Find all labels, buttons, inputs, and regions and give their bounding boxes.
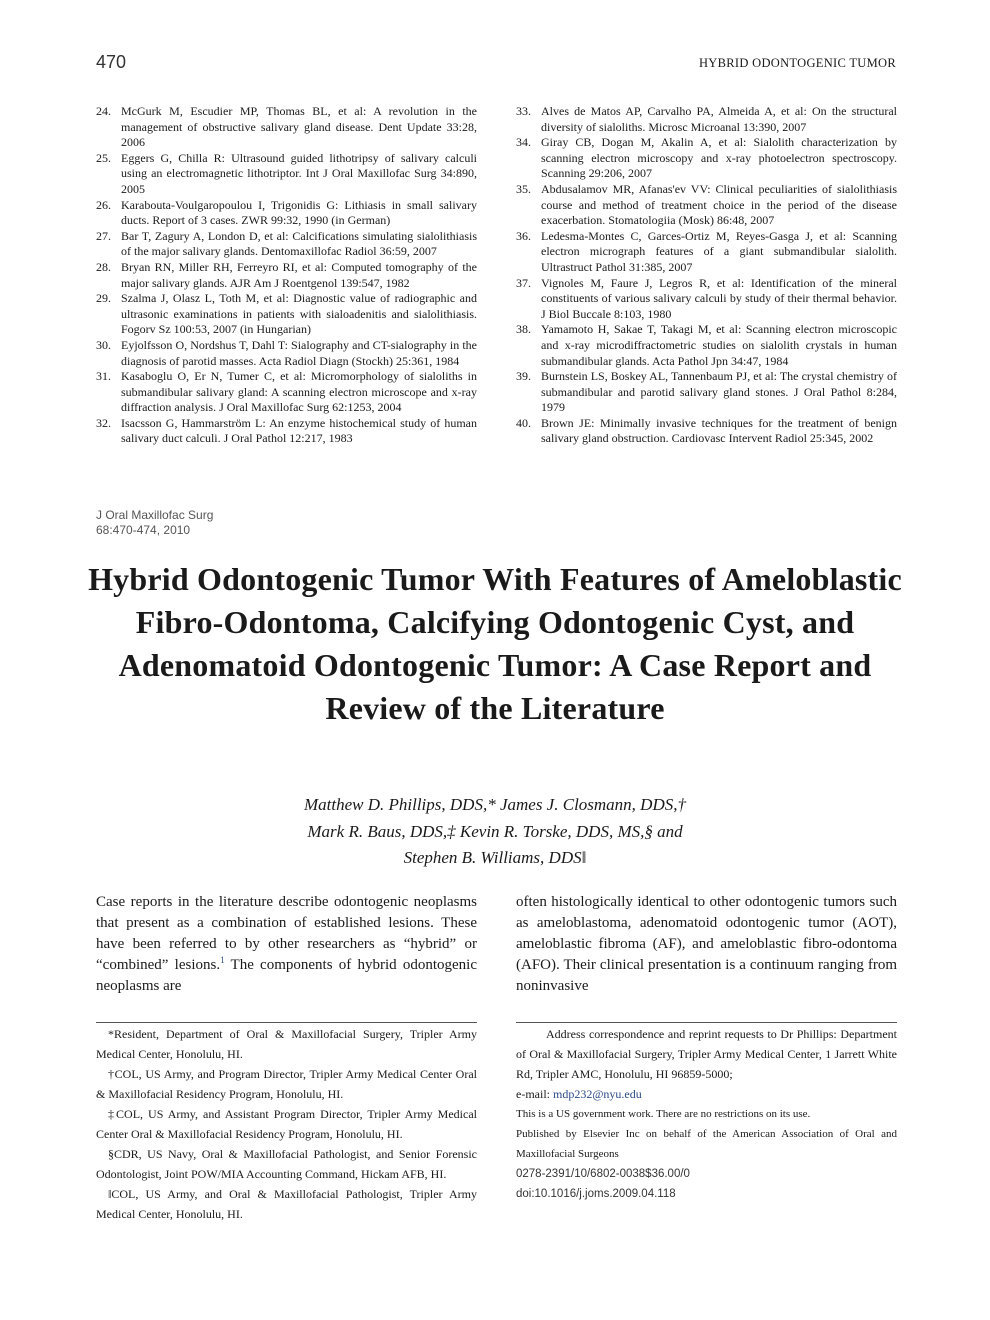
body-text-left: [96, 892, 477, 997]
reference-text: Vignoles M, Faure J, Legros R, et al: Identification of the mineral constituents of various salivary calculi by study of their thermal behavior. J Biol Buccale 8:103, 1980: [541, 275, 897, 321]
reference-number: 31.: [96, 369, 111, 384]
affiliation-note: ‡COL, US Army, and Assistant Program Director, Tripler Army Medical Center Oral & Maxillofacial Residency Program, Honolulu, HI.: [96, 1107, 477, 1141]
government-work-note: This is a US government work. There are no restrictions on its use.: [516, 1108, 811, 1120]
correspondence-info: [516, 1024, 897, 1204]
reference-number: 38.: [516, 322, 531, 337]
reference-text: Isacsson G, Hammarström L: An enzyme histochemical study of human salivary duct calculi. J Oral Pathol 12:217, 1983: [121, 415, 477, 446]
reference-number: 28.: [96, 259, 111, 274]
reference-item: [96, 229, 477, 260]
reference-text: Ledesma-Montes C, Garces-Ortiz M, Reyes-Gasga J, et al: Scanning electron micrograph features of a giant submandibular sialolith. Ultrastruct Pathol 31:385, 2007: [541, 228, 897, 274]
reference-item: [516, 276, 897, 323]
reference-item: [96, 151, 477, 198]
journal-name: J Oral Maxillofac Surg: [96, 508, 214, 522]
journal-citation: [96, 508, 213, 538]
footnote-divider: [96, 1022, 477, 1023]
reference-item: [516, 135, 897, 182]
reference-number: 34.: [516, 135, 531, 150]
reference-number: 29.: [96, 291, 111, 306]
reference-item: [516, 229, 897, 276]
reference-number: 25.: [96, 150, 111, 165]
reference-number: 24.: [96, 104, 111, 118]
running-head: HYBRID ODONTOGENIC TUMOR: [698, 56, 896, 70]
references-left-column: [96, 104, 477, 447]
reference-text: Karabouta-Voulgaropoulou I, Trigonidis G: Lithiasis in small salivary ducts. Report of 3 cases. ZWR 99:32, 1990 (in German): [121, 197, 477, 228]
reference-text: Brown JE: Minimally invasive techniques for the treatment of benign salivary gland obstruction. Cardiovasc Intervent Radiol 25:345, 2002: [541, 415, 897, 446]
reference-text: McGurk M, Escudier MP, Thomas BL, et al: A revolution in the management of obstructive salivary gland disease. Dent Update 33:28, 2006: [121, 104, 477, 150]
reference-item: [96, 291, 477, 338]
reference-item: [96, 416, 477, 447]
doi[interactable]: doi:10.1016/j.joms.2009.04.118: [516, 1188, 676, 1200]
reference-item: [516, 104, 897, 135]
footnote-divider: [516, 1022, 897, 1023]
body-paragraph: Case reports in the literature describe odontogenic neoplasms that present as a combination of established lesions. These have been referred to by other researchers as “hybrid” or “combined” lesions.: [96, 894, 477, 973]
email-line: [516, 1084, 897, 1104]
reference-text: Kasaboglu O, Er N, Tumer C, et al: Micromorphology of sialoliths in submandibular salivary gland: A scanning electron microscope and x-ray diffraction analysis. J Oral Maxillofac Surg 62:1253, 2004: [121, 369, 477, 415]
publisher-note: Published by Elsevier Inc on behalf of the American Association of Oral and Maxillofacial Surgeons: [516, 1128, 897, 1160]
reference-item: [96, 369, 477, 416]
references-right-column: [516, 104, 897, 447]
reference-item: [516, 182, 897, 229]
reference-text: Bar T, Zagury A, London D, et al: Calcifications simulating sialolithiasis of the major salivary glands. Dentomaxillofac Radiol 36:59, 2007: [121, 228, 477, 259]
reference-text: Alves de Matos AP, Carvalho PA, Almeida A, et al: On the structural diversity of sialoliths. Microsc Microanal 13:390, 2007: [541, 104, 897, 134]
reference-number: 40.: [516, 415, 531, 430]
reference-number: 30.: [96, 337, 111, 352]
citation-link[interactable]: 1: [220, 955, 225, 965]
authors-line: Mark R. Baus, DDS,‡ Kevin R. Torske, DDS, MS,§ and: [307, 821, 683, 841]
reference-text: Burnstein LS, Boskey AL, Tannenbaum PJ, et al: The crystal chemistry of submandibular and parotid salivary gland stones. J Oral Pathol 8:284, 1979: [541, 369, 897, 415]
reference-number: 37.: [516, 275, 531, 290]
reference-text: Eggers G, Chilla R: Ultrasound guided lithotripsy of salivary calculi using an electromagnetic lithotriptor. Int J Oral Maxillofac Surg 34:890, 2005: [121, 150, 477, 196]
reference-item: [96, 198, 477, 229]
affiliation-note: §CDR, US Navy, Oral & Maxillofacial Pathologist, and Senior Forensic Odontologist, Joint POW/MIA Accounting Command, Hickam AFB, HI.: [96, 1147, 477, 1181]
reference-item: [96, 338, 477, 369]
article-title: Hybrid Odontogenic Tumor With Features of Ameloblastic Fibro-Odontoma, Calcifying Odontogenic Cyst, and Adenomatoid Odontogenic Tumor: A Case Report and Review of the Literature: [88, 561, 902, 726]
reference-item: [96, 104, 477, 151]
affiliation-note: *Resident, Department of Oral & Maxillofacial Surgery, Tripler Army Medical Center, Honolulu, HI.: [96, 1027, 477, 1061]
email-label: e-mail:: [516, 1087, 553, 1101]
authors-line: Stephen B. Williams, DDS‖: [403, 848, 587, 867]
reference-text: Abdusalamov MR, Afanas'ev VV: Clinical peculiarities of sialolithiasis course and method of treatment choice in the period of the disease exacerbation. Stomatologiia (Mosk) 86:48, 2007: [541, 181, 897, 228]
email-link[interactable]: mdp232@nyu.edu: [552, 1087, 642, 1101]
reference-text: Eyjolfsson O, Nordshus T, Dahl T: Sialography and CT-sialography in the diagnosis of parotid masses. Acta Radiol Diagn (Stockh) 25:361, 1984: [121, 337, 477, 368]
author-list: [200, 792, 790, 872]
reference-item: [96, 260, 477, 291]
reference-number: 33.: [516, 104, 531, 118]
reference-item: [516, 322, 897, 369]
reference-text: Yamamoto H, Sakae T, Takagi M, et al: Scanning electron microscopic and x-ray microdiffractometric studies on sialolith crystals in human submandibular glands. Acta Pathol Jpn 34:47, 1984: [541, 322, 897, 368]
body-paragraph: often histologically identical to other odontogenic tumors such as ameloblastoma, adenomatoid odontogenic tumor (AOT), ameloblastic fibroma (AF), and ameloblastic fibro-odontoma (AFO). Their clinical presentation is a continuum ranging from noninvasive: [516, 894, 897, 994]
reference-number: 35.: [516, 181, 531, 196]
authors-line: Matthew D. Phillips, DDS,* James J. Closmann, DDS,†: [303, 795, 686, 814]
reference-number: 32.: [96, 415, 111, 430]
body-text-right: [516, 892, 897, 997]
author-affiliations: [96, 1024, 477, 1224]
reference-number: 27.: [96, 228, 111, 243]
reference-number: 26.: [96, 197, 111, 212]
reference-item: [516, 416, 897, 447]
reference-text: Bryan RN, Miller RH, Ferreyro RI, et al: Computed tomography of the major salivary glands. AJR Am J Roentgenol 139:547, 1982: [121, 259, 477, 290]
reference-text: Giray CB, Dogan M, Akalin A, et al: Sialolith characterization by scanning electron microscopy and x-ray photoelectron spectroscopy. Scanning 29:206, 2007: [541, 135, 897, 181]
issn-code: 0278-2391/10/6802-0038$36.00/0: [516, 1168, 690, 1180]
reference-item: [516, 369, 897, 416]
page-number: 470: [96, 52, 127, 72]
reference-number: 39.: [516, 369, 531, 384]
reference-number: 36.: [516, 228, 531, 243]
journal-volume: 68:470-474, 2010: [96, 523, 191, 537]
affiliation-note: ‖COL, US Army, and Oral & Maxillofacial Pathologist, Tripler Army Medical Center, Honolulu, HI.: [96, 1187, 477, 1221]
body-paragraph-cont: The components of hybrid odontogenic neoplasms are: [96, 957, 477, 994]
reference-text: Szalma J, Olasz L, Toth M, et al: Diagnostic value of radiographic and ultrasonic examinations in patients with sialoadenitis and sialolithiasis. Fogorv Sz 100:53, 2007 (in Hungarian): [121, 291, 477, 337]
affiliation-note: †COL, US Army, and Program Director, Tripler Army Medical Center Oral & Maxillofacial Residency Program, Honolulu, HI.: [96, 1067, 477, 1101]
correspondence-address: Address correspondence and reprint requests to Dr Phillips: Department of Oral & Maxillofacial Surgery, Tripler Army Medical Center, 1 Jarrett White Rd, Tripler AMC, Honolulu, HI 96859-5000;: [516, 1027, 897, 1081]
